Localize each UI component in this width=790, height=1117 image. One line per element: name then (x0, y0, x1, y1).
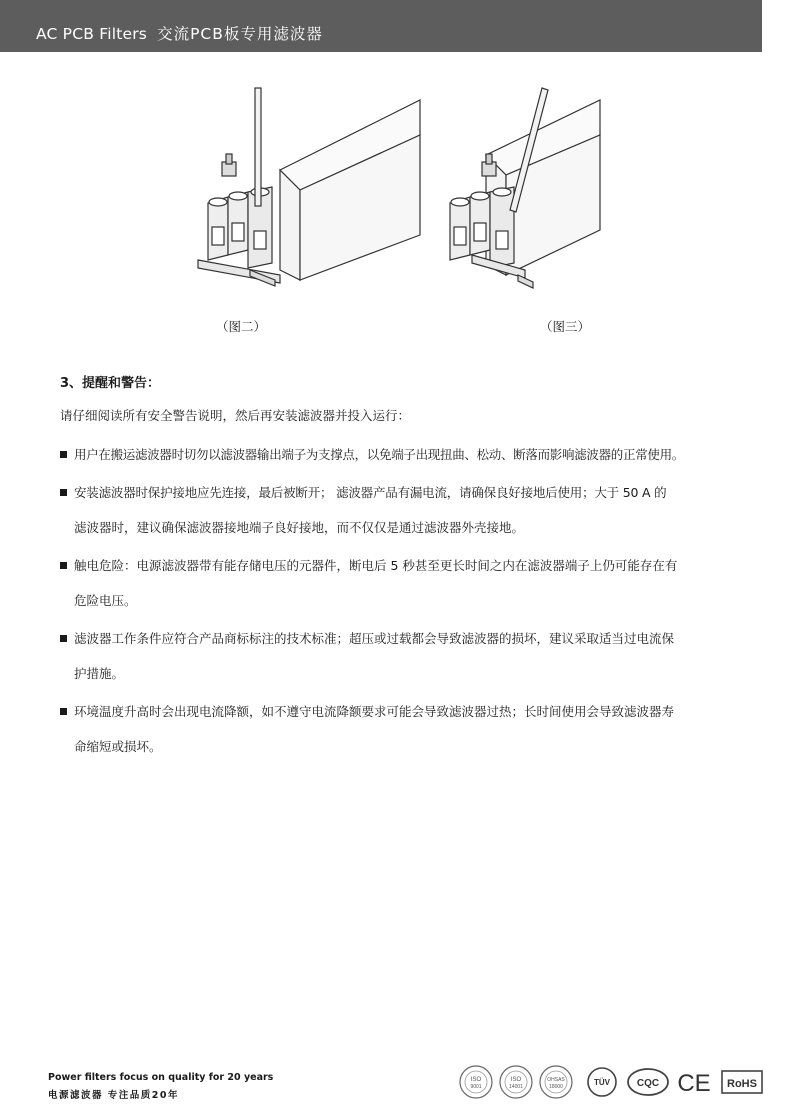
rohs-mark-icon (722, 1071, 762, 1093)
bullet-square-icon (60, 708, 67, 715)
figure-3-illustration (430, 80, 760, 310)
warning-item-2-line1: 安装滤波器时保护接地应先连接，最后被断开； 滤波器产品有漏电流，请确保良好接地后使用；大于 50 A 的 (74, 485, 667, 500)
tuv-logo-icon (588, 1068, 616, 1096)
cqc-logo-icon (628, 1069, 668, 1095)
section-intro: 请仔细阅读所有安全警告说明，然后再安装滤波器并投入运行： (60, 408, 411, 423)
footer-slogan-en: Power filters focus on quality for 20 years (48, 1072, 274, 1083)
figure-3-caption: （图三） (540, 319, 591, 334)
svg-text:9001: 9001 (470, 1084, 482, 1090)
header-title-cn: 交流PCB板专用滤波器 (157, 25, 323, 43)
bullet-square-icon (60, 451, 67, 458)
certification-logos (458, 1062, 768, 1102)
warning-item-2-line2: 滤波器时，建议确保滤波器接地端子良好接地，而不仅仅是通过滤波器外壳接地。 (74, 520, 525, 535)
svg-text:CE: CE (677, 1070, 711, 1097)
bullet-square-icon (60, 635, 67, 642)
svg-text:CQC: CQC (636, 1078, 660, 1089)
warning-item-4-line2: 护措施。 (74, 666, 125, 681)
warning-item-5-line1: 环境温度升高时会出现电流降额，如不遵守电流降额要求可能会导致滤波器过热；长时间使用会导致滤波器寿 (74, 704, 675, 719)
iso9001-seal-icon (460, 1066, 492, 1098)
header-title-en: AC PCB Filters (36, 25, 148, 43)
bullet-square-icon (60, 562, 67, 569)
warning-item-5 (60, 694, 760, 764)
warning-item-4 (60, 621, 760, 691)
svg-text:14001: 14001 (509, 1084, 523, 1090)
warning-item-3-line1: 触电危险：电源滤波器带有能存储电压的元器件，断电后 5 秒甚至更长时间之内在滤波器端子上仍可能存在有 (74, 558, 678, 573)
warning-item-1 (60, 437, 760, 472)
figure-2-caption: （图二） (216, 319, 267, 334)
ce-mark-icon (677, 1070, 710, 1097)
footer-slogan-cn: 电源滤波器 专注品质20年 (48, 1090, 180, 1101)
svg-text:RoHS: RoHS (727, 1078, 757, 1090)
warning-item-1-line1: 用户在搬运滤波器时切勿以滤波器输出端子为支撑点，以免端子出现扭曲、松动、断落而影响滤波器的正常使用。 (74, 447, 685, 462)
svg-text:ISO: ISO (470, 1077, 482, 1083)
warning-item-5-line2: 命缩短或损坏。 (74, 739, 162, 754)
iso14001-seal-icon (500, 1066, 532, 1098)
header-title (36, 22, 323, 44)
page-header (0, 0, 762, 52)
warning-item-3-line2: 危险电压。 (74, 593, 137, 608)
svg-text:TÜV: TÜV (594, 1078, 610, 1087)
ohsas-seal-icon (540, 1066, 572, 1098)
svg-text:18000: 18000 (549, 1084, 563, 1090)
svg-text:ISO: ISO (510, 1077, 522, 1083)
section-title: 3、提醒和警告： (60, 376, 161, 391)
bullet-square-icon (60, 489, 67, 496)
warning-item-4-line1: 滤波器工作条件应符合产品商标标注的技术标准；超压或过载都会导致滤波器的损坏，建议采取适当过电流保 (74, 631, 675, 646)
warning-item-3 (60, 548, 760, 618)
warning-item-2 (60, 475, 760, 545)
svg-text:OHSAS: OHSAS (547, 1077, 565, 1083)
warning-list (60, 437, 760, 767)
